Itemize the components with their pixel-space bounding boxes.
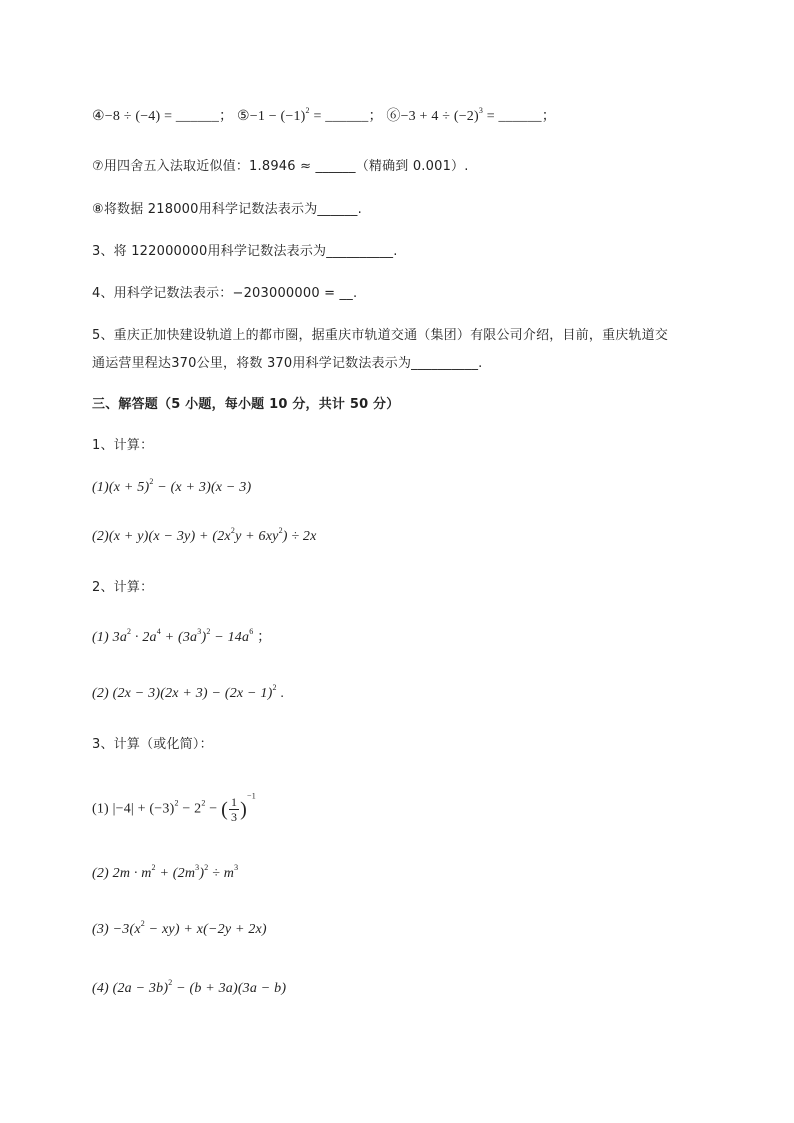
expr-4: −8 ÷ (−4) = ______； (104, 109, 234, 124)
power: 2 (127, 627, 132, 636)
fill-line-4-5-6 (92, 108, 556, 126)
expr: (2) (2x − 3)(2x + 3) − (2x − 1) (92, 686, 273, 701)
power: 2 (140, 919, 145, 928)
expr: (1) 3a (92, 630, 128, 645)
question-5-line-2: 通运营里程达370公里，将数 370用科学记数法表示为__________. (92, 356, 483, 371)
fraction (229, 795, 239, 824)
power: 2 (151, 863, 156, 872)
expr: . (276, 686, 285, 701)
question-5-line-1: 5、重庆正加快建设轨道上的都市圈，据重庆市轨道交通（集团）有限公司介绍，目前，重庆轨道交 (92, 328, 669, 343)
power: 4 (156, 627, 161, 636)
section-heading: 三、解答题（5 小题，每小题 10 分，共计 50 分） (92, 397, 400, 412)
power: −1 (247, 791, 256, 801)
circled-number-6: ⑥ (386, 109, 401, 124)
power: 2 (206, 627, 211, 636)
power: 2 (230, 526, 236, 535)
expr: (3) −3(x (92, 922, 141, 937)
power: 2 (272, 683, 277, 692)
expr: − 14a (210, 630, 250, 645)
expr-6: −3 + 4 ÷ (−2) (400, 109, 479, 124)
left-paren: ( (221, 798, 228, 821)
expr-6-tail: = ______； (483, 109, 556, 124)
power: 2 (174, 798, 179, 808)
power: 3 (234, 863, 239, 872)
expr: ) (201, 630, 207, 645)
expr: ÷ m (208, 866, 235, 881)
question-3: 3、将 122000000用科学记数法表示为__________. (92, 244, 398, 259)
expr: · 2a (131, 630, 157, 645)
expr: (4) (2a − 3b) (92, 981, 169, 996)
problem-2-b (92, 685, 284, 703)
problem-3-b (92, 865, 238, 883)
problem-3-c (92, 921, 267, 939)
problem-2-a (92, 629, 271, 647)
right-paren: ) (240, 798, 248, 821)
power: 3 (195, 863, 200, 872)
expr: + (2m (155, 866, 196, 881)
problem-1-a (92, 479, 251, 497)
fill-line-8: ⑧将数据 218000用科学记数法表示为______. (92, 202, 362, 217)
problem-3-d (92, 980, 286, 998)
expr: (2) 2m · m (92, 866, 152, 881)
problem-3-a (92, 791, 256, 824)
expr: ) ÷ 2x (282, 529, 317, 544)
power: 6 (249, 627, 254, 636)
problem-2-title: 2、计算： (92, 580, 154, 595)
expr: ) (199, 866, 205, 881)
power: 2 (168, 978, 173, 987)
fraction-denominator: 3 (230, 810, 238, 824)
fill-line-7: ⑦用四舍五入法取近似值：1.8946 ≈ ______（精确到 0.001）. (92, 159, 469, 174)
question-4: 4、用科学记数法表示：−203000000 = __. (92, 286, 358, 301)
power: 2 (305, 106, 310, 115)
power: 2 (149, 477, 154, 486)
expr: − (x + 3)(x − 3) (153, 480, 252, 495)
problem-3-title: 3、计算（或化简）： (92, 737, 213, 752)
expr: − (b + 3a)(3a − b) (172, 981, 287, 996)
expr: + (3a (160, 630, 198, 645)
power: 2 (278, 526, 283, 535)
expr: y + 6xy (235, 529, 279, 544)
power: 3 (478, 106, 484, 115)
expr-5: −1 − (−1) (249, 109, 306, 124)
problem-1-title: 1、计算： (92, 438, 154, 453)
circled-number-5: ⑤ (236, 109, 250, 124)
expr: (1) |−4| + (−3) (92, 801, 175, 817)
expr: (2)(x + y)(x − 3y) + (2x (92, 529, 231, 544)
expr: ； (253, 630, 272, 645)
power: 2 (201, 798, 206, 808)
expr: − xy) + x(−2y + 2x) (144, 922, 267, 937)
expr: − (205, 801, 222, 817)
power: 2 (204, 863, 209, 872)
expr: (1)(x + 5) (92, 480, 150, 495)
power: 3 (197, 627, 202, 636)
problem-1-b (92, 528, 317, 546)
expr-5-tail: = ______； (309, 109, 383, 124)
circled-number-4: ④ (92, 109, 105, 124)
expr: − 2 (178, 801, 202, 817)
fraction-numerator: 1 (230, 795, 238, 809)
